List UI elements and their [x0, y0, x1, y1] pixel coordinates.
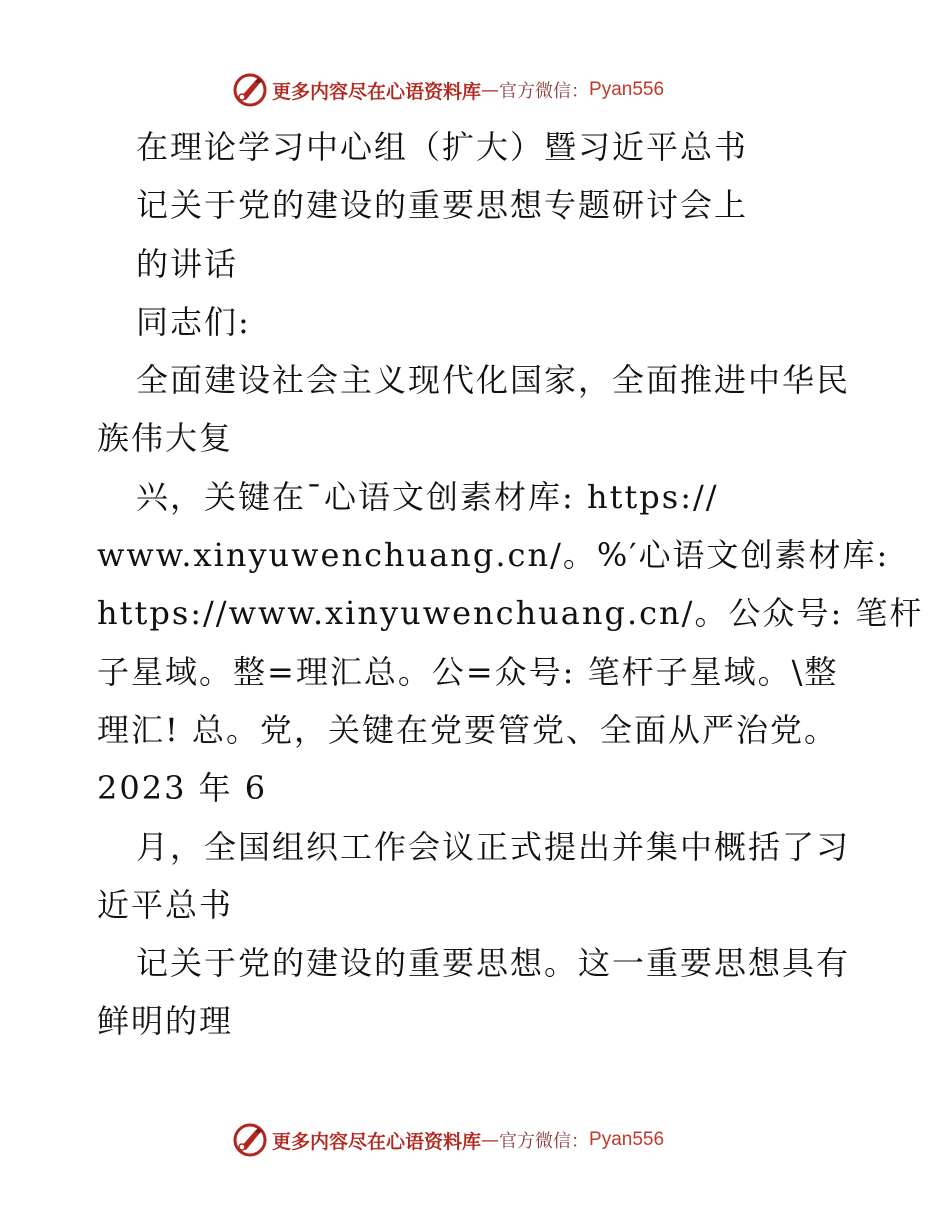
paragraph-line: 近平总书 — [97, 885, 234, 924]
header-banner — [232, 70, 752, 110]
brush-logo-icon — [232, 1122, 268, 1158]
banner-wechat-label: 官方微信： — [499, 1131, 590, 1152]
document-body — [97, 118, 924, 1051]
paragraph-line: 族伟大复 — [97, 419, 234, 458]
brush-logo-icon — [232, 72, 268, 108]
paragraph-line: 记关于党的建设的重要思想。这一重要思想具有 — [136, 944, 851, 983]
title-line-1: 在理论学习中心组（扩大）暨习近平总书 — [136, 128, 749, 166]
footer-banner — [232, 1120, 752, 1160]
paragraph-line: 理汇! 总。党，关键在党要管党、全面从严治党。 — [97, 710, 839, 749]
banner-dash: — — [481, 1129, 500, 1151]
banner-dash: — — [481, 79, 500, 101]
salutation: 同志们: — [136, 302, 251, 341]
paragraph-line: https://www.xinyuwenchuang.cn/。公众号: 笔杆 — [97, 594, 924, 633]
paragraph-line: 子星域。整=理汇总。公=众号: 笔杆子星域。\整 — [97, 652, 839, 691]
title-line-2: 记关于党的建设的重要思想专题研讨会上 — [136, 186, 749, 225]
paragraph-line: 2023 年 6 — [97, 769, 268, 808]
paragraph-line: 月，全国组织工作会议正式提出并集中概括了习 — [136, 827, 851, 866]
banner-main-text: 更多内容尽在心语资料库 — [272, 80, 482, 103]
banner-main-text: 更多内容尽在心语资料库 — [272, 1130, 482, 1153]
paragraph-line: 兴，关键在¯心语文创素材库: https:// — [136, 477, 719, 516]
banner-wechat-label: 官方微信： — [499, 81, 590, 102]
paragraph-line: 鲜明的理 — [97, 1002, 234, 1041]
title-line-3: 的讲话 — [136, 244, 239, 283]
banner-wechat-id: Pyan556 — [589, 79, 665, 100]
paragraph-line: 全面建设社会主义现代化国家，全面推进中华民 — [136, 361, 851, 400]
banner-wechat-id: Pyan556 — [589, 1129, 665, 1150]
paragraph-line: www.xinyuwenchuang.cn/。%′心语文创素材库: — [97, 536, 890, 575]
